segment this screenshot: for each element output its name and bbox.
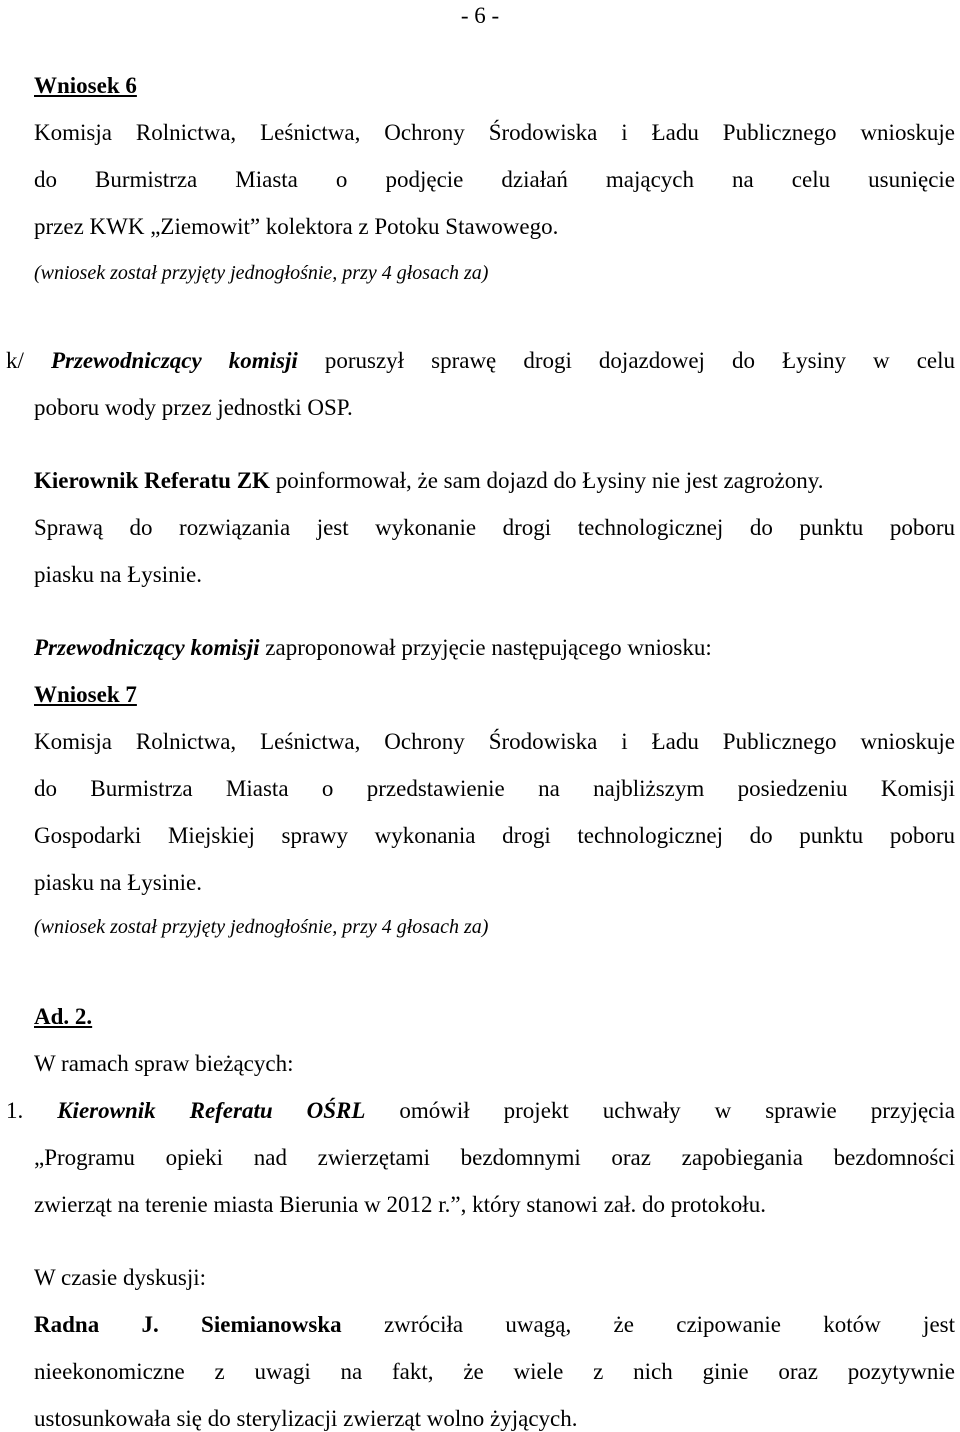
motion-7-vote-note: (wniosek został przyjęty jednogłośnie, przy 4 głosach za)	[34, 916, 489, 938]
item-k-line-1	[6, 347, 955, 374]
motion-7-line-3: Gospodarki Miejskiej sprawy wykonania drogi technologicznej do punktu poboru	[34, 823, 955, 848]
discussion-line-2: nieekonomiczne z uwagi na fakt, że wiele z nich ginie oraz pozytywnie	[34, 1359, 955, 1384]
motion-6-heading: Wniosek 6	[34, 73, 137, 98]
discussion-heading: W czasie dyskusji:	[34, 1265, 207, 1290]
item-k-marker: k/	[6, 348, 24, 373]
discussion-line-3: ustosunkowała się do sterylizacji zwierząt wolno żyjących.	[34, 1406, 578, 1431]
motion-6-line-1: Komisja Rolnictwa, Leśnictwa, Ochrony Środowiska i Ładu Publicznego wnioskuje	[34, 120, 955, 145]
point-1-line-1	[6, 1097, 955, 1124]
ref-zk-line-3: piasku na Łysinie.	[34, 562, 202, 587]
point-1-number: 1.	[6, 1098, 24, 1123]
motion-6-line-2: do Burmistrza Miasta o podjęcie działań mających na celu usunięcie	[34, 167, 955, 192]
ref-zk-line-1-rest: poinformował, że sam dojazd do Łysiny nie jest zagrożony.	[275, 468, 824, 493]
motion-6-vote-note: (wniosek został przyjęty jednogłośnie, przy 4 głosach za)	[34, 262, 489, 284]
item-k-line-1-rest: poruszył sprawę drogi dojazdowej do Łysiny w celu	[324, 348, 956, 373]
proposal-line	[34, 634, 955, 661]
discussion-line-1	[34, 1311, 955, 1338]
discussion-line-1-rest: zwróciła uwagą, że czipowanie kotów jest	[383, 1312, 955, 1337]
proposal-rest: zaproponował przyjęcie następującego wniosku:	[265, 635, 712, 660]
motion-7-heading: Wniosek 7	[34, 682, 137, 707]
councillor-name: Radna J. Siemianowska	[34, 1312, 342, 1337]
ref-zk-line-1	[34, 467, 955, 494]
current-matters-heading: W ramach spraw bieżących:	[34, 1051, 294, 1076]
chairman-name: Przewodniczący komisji	[50, 348, 298, 373]
motion-6-line-3: przez KWK „Ziemowit” kolektora z Potoku Stawowego.	[34, 214, 559, 239]
proposal-chairman: Przewodniczący komisji	[34, 635, 260, 660]
motion-7-line-1: Komisja Rolnictwa, Leśnictwa, Ochrony Środowiska i Ładu Publicznego wnioskuje	[34, 729, 955, 754]
point-1-line-3: zwierząt na terenie miasta Bierunia w 2012 r.”, który stanowi zał. do protokołu.	[34, 1192, 766, 1217]
agenda-item-2-heading: Ad. 2.	[34, 1004, 93, 1029]
motion-7-line-2: do Burmistrza Miasta o przedstawienie na najbliższym posiedzeniu Komisji	[34, 776, 955, 801]
point-1-line-2: „Programu opieki nad zwierzętami bezdomnymi oraz zapobiegania bezdomności	[34, 1145, 955, 1170]
ref-zk-name: Kierownik Referatu ZK	[34, 468, 270, 493]
item-k-line-2: poboru wody przez jednostki OSP.	[34, 395, 353, 420]
motion-7-line-4: piasku na Łysinie.	[34, 870, 202, 895]
ref-zk-line-2: Sprawą do rozwiązania jest wykonanie drogi technologicznej do punktu poboru	[34, 515, 955, 540]
ref-osrl-name: Kierownik Referatu OŚRL	[57, 1098, 366, 1123]
page-number: - 6 -	[460, 3, 500, 28]
point-1-line-1-rest: omówił projekt uchwały w sprawie przyjęcia	[399, 1098, 955, 1123]
